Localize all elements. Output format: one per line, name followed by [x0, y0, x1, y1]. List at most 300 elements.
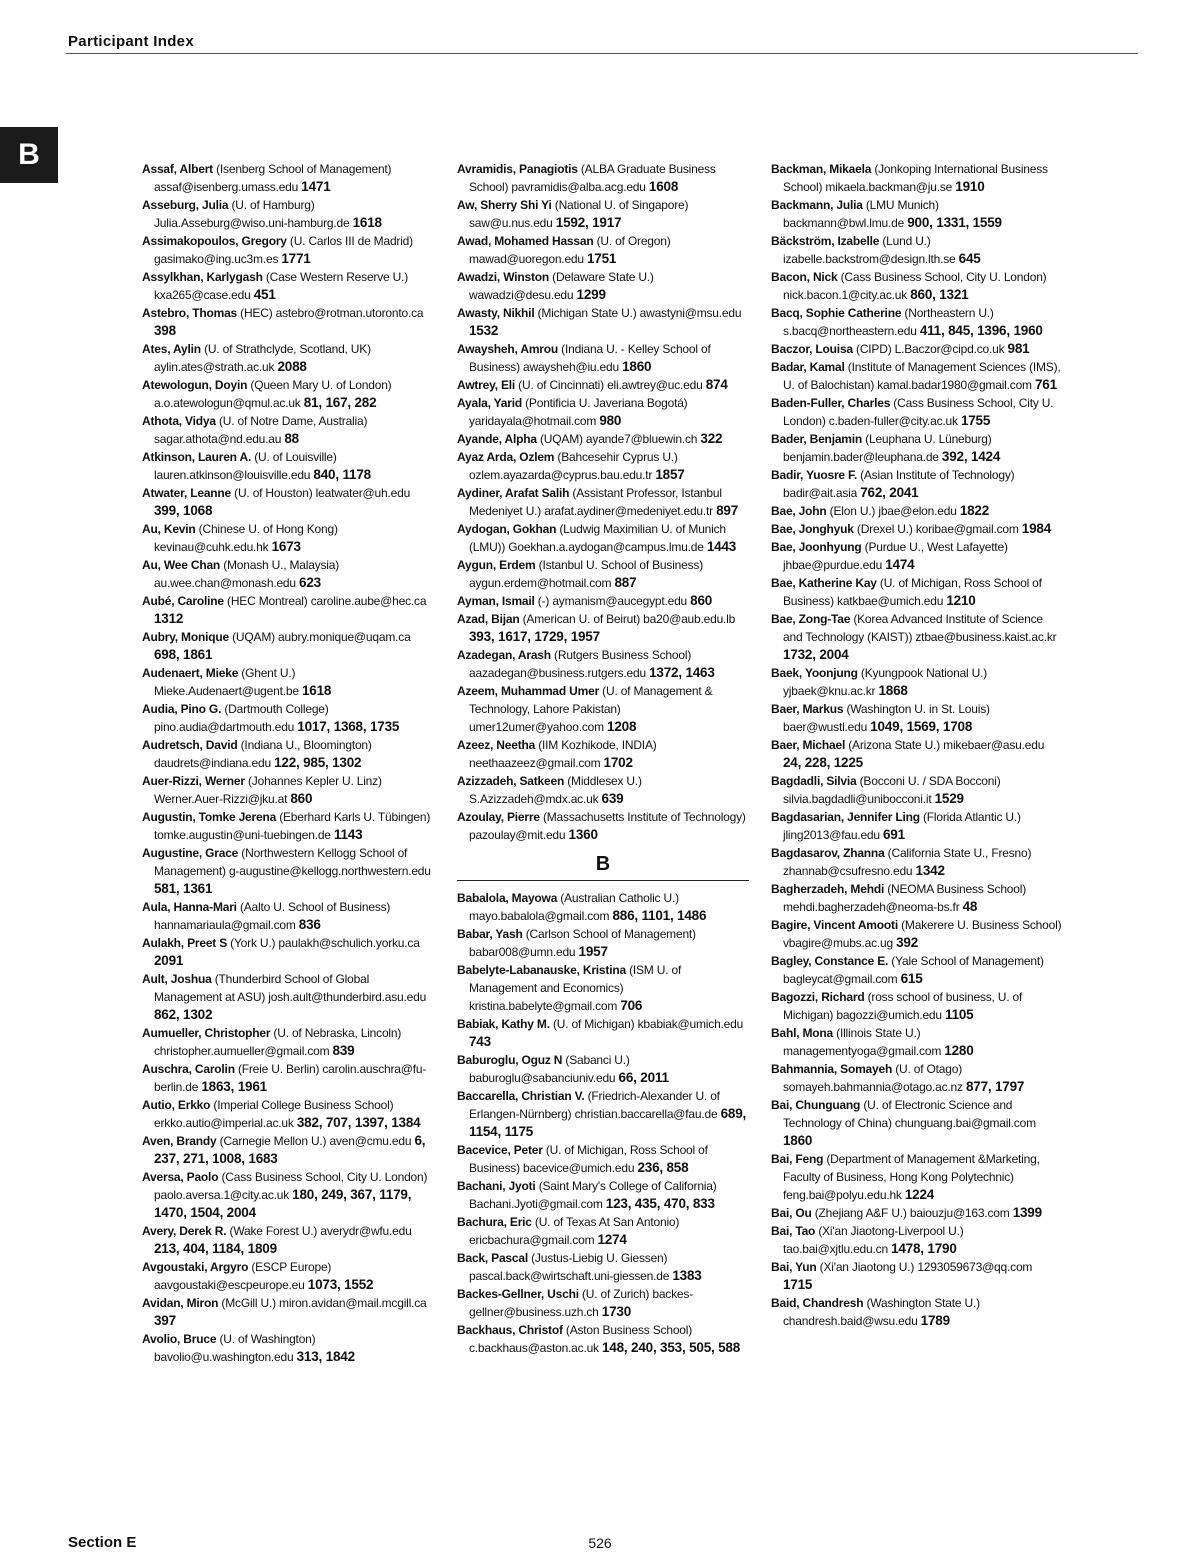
- page-references: 862, 1302: [154, 1007, 213, 1022]
- participant-name: Augustin, Tomke Jerena: [142, 810, 277, 824]
- participant-name: Bachani, Jyoti: [457, 1179, 536, 1193]
- affiliation-email: (U. of Michigan, Ross School of Business) katkbae@umich.edu: [783, 576, 1042, 608]
- index-entry: [142, 1258, 434, 1294]
- affiliation-email: (Ghent U.) Mieke.Audenaert@ugent.be: [154, 666, 302, 698]
- participant-name: Awasty, Nikhil: [457, 306, 535, 320]
- affiliation-email: (Isenberg School of Management) assaf@isenberg.umass.edu: [154, 162, 392, 194]
- participant-name: Bai, Yun: [771, 1260, 817, 1274]
- participant-name: Audia, Pino G.: [142, 702, 222, 716]
- index-entry: [771, 1294, 1063, 1330]
- page-references: 839: [332, 1043, 355, 1058]
- page-references: 66, 2011: [618, 1070, 669, 1085]
- affiliation-email: (U. of Louisville) lauren.atkinson@louisville.edu: [154, 450, 337, 482]
- page-references: 877, 1797: [965, 1079, 1025, 1094]
- affiliation-email: (Sabanci U.) baburoglu@sabanciuniv.edu: [469, 1053, 630, 1085]
- index-column-2: [457, 160, 749, 1357]
- page-references: 1984: [1021, 521, 1052, 536]
- participant-name: Awad, Mohamed Hassan: [457, 234, 594, 248]
- affiliation-email: (Freie U. Berlin) carolin.auschra@fu-berlin.de: [154, 1062, 427, 1094]
- affiliation-email: (Cass Business School, City U. London) c.baden-fuller@city.ac.uk: [783, 396, 1054, 428]
- page-references: 1105: [945, 1007, 974, 1022]
- index-entry: [771, 844, 1063, 880]
- participant-name: Ault, Joshua: [142, 972, 212, 986]
- index-entry: [142, 1168, 434, 1222]
- affiliation-email: (Ludwig Maximilian U. of Munich (LMU)) Goekhan.a.aydogan@campus.lmu.de: [469, 522, 726, 554]
- affiliation-email: (Michigan State U.) awastyni@msu.edu: [534, 306, 742, 320]
- index-entry: [457, 304, 749, 340]
- page-references: 1210: [946, 593, 976, 608]
- affiliation-email: (U. of Hamburg) Julia.Asseburg@wiso.uni-hamburg.de: [154, 198, 353, 230]
- participant-name: Babiak, Kathy M.: [457, 1017, 550, 1031]
- index-entry: [142, 934, 434, 970]
- affiliation-email: (U. of Notre Dame, Australia) sagar.athota@nd.edu.au: [154, 414, 368, 446]
- affiliation-email: (U. of Washington) bavolio@u.washington.edu: [154, 1332, 316, 1364]
- page-references: 1822: [959, 503, 990, 518]
- participant-name: Bae, Joonhyung: [771, 540, 862, 554]
- index-entry: [457, 1141, 749, 1177]
- index-entry: [142, 592, 434, 628]
- index-entry: [771, 1060, 1063, 1096]
- index-entry: [457, 1285, 749, 1321]
- page-references: 1592, 1917: [555, 215, 622, 230]
- page-references: 1529: [934, 791, 964, 806]
- participant-name: Backman, Mikaela: [771, 162, 872, 176]
- participant-name: Aygun, Erdem: [457, 558, 536, 572]
- page-references: 81, 167, 282: [303, 395, 377, 410]
- affiliation-email: (Wake Forest U.) averydr@wfu.edu: [226, 1224, 412, 1238]
- affiliation-email: (Queen Mary U. of London) a.o.atewologun@qmul.ac.uk: [154, 378, 392, 410]
- participant-name: Baer, Markus: [771, 702, 844, 716]
- index-entry: [142, 268, 434, 304]
- page-references: 698, 1861: [154, 647, 213, 662]
- index-entry: [457, 1321, 749, 1357]
- index-entry: [457, 160, 749, 196]
- participant-name: Bagdadli, Silvia: [771, 774, 857, 788]
- page-references: 1208: [607, 719, 637, 734]
- affiliation-email: (Johannes Kepler U. Linz) Werner.Auer-Rizzi@jku.at: [154, 774, 382, 806]
- index-entry: [457, 961, 749, 1015]
- page-references: 1751: [587, 251, 617, 266]
- index-entry: [771, 268, 1063, 304]
- affiliation-email: (LMU Munich) backmann@bwl.lmu.de: [783, 198, 939, 230]
- page-references: 411, 845, 1396, 1960: [919, 323, 1043, 338]
- page-references: 122, 985, 1302: [274, 755, 362, 770]
- letter-section-divider: [457, 850, 749, 881]
- page-references: 1299: [576, 287, 606, 302]
- participant-name: Baczor, Louisa: [771, 342, 853, 356]
- participant-name: Babar, Yash: [457, 927, 523, 941]
- index-entry: [142, 556, 434, 592]
- participant-name: Avidan, Miron: [142, 1296, 219, 1310]
- page-references: 1608: [648, 179, 679, 194]
- page-references: 393, 1617, 1729, 1957: [469, 629, 600, 644]
- participant-name: Atewologun, Doyin: [142, 378, 248, 392]
- affiliation-email: (Illinois State U.) managementyoga@gmail.com: [783, 1026, 945, 1058]
- affiliation-email: (Australian Catholic U.) mayo.babalola@gmail.com: [469, 891, 679, 923]
- affiliation-email: (Drexel U.) koribae@gmail.com: [853, 522, 1022, 536]
- page-references: 2088: [277, 359, 307, 374]
- participant-name: Backhaus, Christof: [457, 1323, 563, 1337]
- page-references: 213, 404, 1184, 1809: [154, 1241, 277, 1256]
- affiliation-email: (NEOMA Business School) mehdi.bagherzadeh@neoma-bs.fr: [783, 882, 1027, 914]
- affiliation-email: (Istanbul U. School of Business) aygun.erdem@hotmail.com: [469, 558, 703, 590]
- index-entry: [457, 1087, 749, 1141]
- participant-name: Baccarella, Christian V.: [457, 1089, 585, 1103]
- participant-name: Azad, Bijan: [457, 612, 520, 626]
- page-references: 148, 240, 353, 505, 588: [602, 1340, 741, 1355]
- page-references: 392, 1424: [941, 449, 1001, 464]
- page-header-title: Participant Index: [68, 33, 194, 50]
- participant-name: Aven, Brandy: [142, 1134, 217, 1148]
- index-entry: [142, 196, 434, 232]
- participant-name: Avgoustaki, Argyro: [142, 1260, 249, 1274]
- participant-name: Bacon, Nick: [771, 270, 838, 284]
- participant-name: Babelyte-Labanauske, Kristina: [457, 963, 626, 977]
- participant-name: Bader, Benjamin: [771, 432, 863, 446]
- index-entry: [771, 1204, 1063, 1222]
- page-references: 639: [601, 791, 624, 806]
- page-references: 1224: [904, 1187, 935, 1202]
- affiliation-email: (Elon U.) jbae@elon.edu: [826, 504, 960, 518]
- affiliation-email: (Purdue U., West Lafayette) jhbae@purdue.edu: [783, 540, 1008, 572]
- index-entry: [142, 1330, 434, 1366]
- affiliation-email: (-) aymanism@aucegypt.edu: [534, 594, 691, 608]
- affiliation-email: (Leuphana U. Lüneburg) benjamin.bader@leuphana.de: [783, 432, 992, 464]
- affiliation-email: (Case Western Reserve U.) kxa265@case.edu: [154, 270, 409, 302]
- participant-name: Bai, Tao: [771, 1224, 816, 1238]
- affiliation-email: (York U.) paulakh@schulich.yorku.ca: [227, 936, 420, 950]
- page-references: 689, 1154, 1175: [469, 1106, 747, 1139]
- page-references: 1860: [783, 1133, 813, 1148]
- index-entry: [142, 412, 434, 448]
- affiliation-email: (U. Carlos III de Madrid) gasimako@ing.uc3m.es: [154, 234, 413, 266]
- affiliation-email: (American U. of Beirut) ba20@aub.edu.lb: [519, 612, 736, 626]
- affiliation-email: (U. of Nebraska, Lincoln) christopher.aumueller@gmail.com: [154, 1026, 402, 1058]
- page-references: 1715: [783, 1277, 813, 1292]
- page-references: 1478, 1790: [891, 1241, 957, 1256]
- page-references: 1910: [955, 179, 985, 194]
- page-references: 897: [716, 503, 739, 518]
- affiliation-email: (U. of Michigan, Ross School of Business) bacevice@umich.edu: [469, 1143, 708, 1175]
- participant-name: Baid, Chandresh: [771, 1296, 864, 1310]
- index-entry: [142, 664, 434, 700]
- affiliation-email: (Bahcesehir Cyprus U.) ozlem.ayazarda@cyprus.bau.edu.tr: [469, 450, 678, 482]
- index-entry: [457, 682, 749, 736]
- page-references: 451: [253, 287, 276, 302]
- affiliation-email: (Bocconi U. / SDA Bocconi) silvia.bagdadli@unibocconi.it: [783, 774, 1001, 806]
- participant-name: Bagherzadeh, Mehdi: [771, 882, 885, 896]
- affiliation-email: (Lund U.) izabelle.backstrom@design.lth.se: [783, 234, 959, 266]
- index-entry: [142, 772, 434, 808]
- page-references: 48: [962, 899, 978, 914]
- page-references: 761: [1034, 377, 1057, 392]
- participant-name: Awtrey, Eli: [457, 378, 516, 392]
- affiliation-email: (U. of Strathclyde, Scotland, UK) aylin.ates@strath.ac.uk: [154, 342, 371, 374]
- index-entry: [457, 889, 749, 925]
- page-references: 1017, 1368, 1735: [297, 719, 400, 734]
- index-entry: [771, 1258, 1063, 1294]
- participant-name: Aulakh, Preet S: [142, 936, 228, 950]
- participant-name: Bagozzi, Richard: [771, 990, 865, 1004]
- page-references: 399, 1068: [154, 503, 213, 518]
- participant-name: Ayaz Arda, Ozlem: [457, 450, 555, 464]
- index-entry: [457, 484, 749, 520]
- participant-name: Babalola, Mayowa: [457, 891, 558, 905]
- index-entry: [457, 430, 749, 448]
- affiliation-email: (California State U., Fresno) zhannab@csufresno.edu: [783, 846, 1032, 878]
- page-references: 1073, 1552: [307, 1277, 374, 1292]
- index-entry: [771, 1150, 1063, 1204]
- page-references: 1618: [301, 683, 332, 698]
- page-references: 887: [614, 575, 637, 590]
- page-references: 900, 1331, 1559: [907, 215, 1002, 230]
- affiliation-email: (Pontificia U. Javeriana Bogotá) yaridayala@hotmail.com: [469, 396, 688, 428]
- index-column-1: [142, 160, 434, 1366]
- page-references: 1863, 1961: [201, 1079, 267, 1094]
- affiliation-email: (U. of Houston) leatwater@uh.edu: [231, 486, 411, 500]
- affiliation-email: (Cass Business School, City U. London) nick.bacon.1@city.ac.uk: [783, 270, 1047, 302]
- affiliation-email: (ESCP Europe) aavgoustaki@escpeurope.eu: [154, 1260, 332, 1292]
- participant-name: Au, Kevin: [142, 522, 196, 536]
- page-references: 1143: [333, 827, 363, 842]
- page-references: 1702: [603, 755, 633, 770]
- page-references: 1274: [597, 1232, 627, 1247]
- index-entry: [457, 394, 749, 430]
- index-entry: [142, 736, 434, 772]
- page-references: 1957: [578, 944, 608, 959]
- affiliation-email: (Massachusetts Institute of Technology) pazoulay@mit.edu: [469, 810, 746, 842]
- affiliation-email: (Makerere U. Business School) vbagire@mubs.ac.ug: [783, 918, 1062, 950]
- affiliation-email: (Xi'an Jiaotong U.) 1293059673@qq.com: [816, 1260, 1033, 1274]
- index-entry: [457, 1213, 749, 1249]
- page-references: 2091: [154, 953, 184, 968]
- participant-name: Baer, Michael: [771, 738, 846, 752]
- page-references: 123, 435, 470, 833: [605, 1196, 715, 1211]
- participant-name: Ayman, Ismail: [457, 594, 535, 608]
- participant-name: Azeem, Muhammad Umer: [457, 684, 600, 698]
- page-references: 1399: [1012, 1205, 1042, 1220]
- participant-name: Bacevice, Peter: [457, 1143, 543, 1157]
- participant-name: Azadegan, Arash: [457, 648, 551, 662]
- participant-name: Azoulay, Pierre: [457, 810, 540, 824]
- affiliation-email: (U. of Cincinnati) eli.awtrey@uc.edu: [515, 378, 706, 392]
- index-entry: [142, 1222, 434, 1258]
- participant-name: Ates, Aylin: [142, 342, 201, 356]
- index-entry: [771, 520, 1063, 538]
- page-references: 1860: [622, 359, 652, 374]
- page-references: 1755: [960, 413, 991, 428]
- page-references: 1618: [352, 215, 382, 230]
- page-references: 313, 1842: [296, 1349, 355, 1364]
- affiliation-email: (Jonkoping International Business School) mikaela.backman@ju.se: [783, 162, 1048, 194]
- participant-name: Bacq, Sophie Catherine: [771, 306, 902, 320]
- page-references: 836: [298, 917, 321, 932]
- participant-name: Baek, Yoonjung: [771, 666, 858, 680]
- affiliation-email: (Middlesex U.) S.Azizzadeh@mdx.ac.uk: [469, 774, 642, 806]
- affiliation-email: (Indiana U., Bloomington) daudrets@indiana.edu: [154, 738, 372, 770]
- affiliation-email: (Imperial College Business School) erkko.autio@imperial.ac.uk: [154, 1098, 394, 1130]
- participant-name: Autio, Erkko: [142, 1098, 211, 1112]
- participant-name: Auer-Rizzi, Werner: [142, 774, 245, 788]
- page-references: 1360: [568, 827, 598, 842]
- affiliation-email: (Saint Mary's College of California) Bachani.Jyoti@gmail.com: [469, 1179, 717, 1211]
- participant-name: Aubé, Caroline: [142, 594, 224, 608]
- affiliation-email: (Indiana U. - Kelley School of Business) awaysheh@iu.edu: [469, 342, 711, 374]
- page-references: 1532: [469, 323, 499, 338]
- index-entry: [771, 664, 1063, 700]
- index-entry: [771, 538, 1063, 574]
- index-entry: [771, 196, 1063, 232]
- page-references: 180, 249, 367, 1179, 1470, 1504, 2004: [154, 1187, 412, 1220]
- index-entry: [771, 430, 1063, 466]
- affiliation-email: (Aalto U. School of Business) hannamariaula@gmail.com: [154, 900, 391, 932]
- participant-name: Avolio, Bruce: [142, 1332, 217, 1346]
- participant-name: Aubry, Monique: [142, 630, 229, 644]
- index-entry: [457, 1051, 749, 1087]
- index-entry: [771, 466, 1063, 502]
- page-references: 6, 237, 271, 1008, 1683: [154, 1133, 426, 1166]
- index-entry: [457, 556, 749, 592]
- participant-name: Bae, Katherine Kay: [771, 576, 877, 590]
- index-entry: [771, 358, 1063, 394]
- participant-name: Bahmannia, Somayeh: [771, 1062, 893, 1076]
- page-references: 392: [896, 935, 919, 950]
- index-entry: [771, 1222, 1063, 1258]
- index-entry: [771, 916, 1063, 952]
- participant-name: Avramidis, Panagiotis: [457, 162, 578, 176]
- index-entry: [771, 574, 1063, 610]
- affiliation-email: (Rutgers Business School) aazadegan@business.rutgers.edu: [469, 648, 692, 680]
- page-references: 1730: [601, 1304, 632, 1319]
- page-references: 1312: [154, 611, 184, 626]
- affiliation-email: (Florida Atlantic U.) jling2013@fau.edu: [783, 810, 1021, 842]
- page-references: 840, 1178: [313, 467, 371, 482]
- page-references: 860, 1321: [910, 287, 969, 302]
- participant-name: Auschra, Carolin: [142, 1062, 235, 1076]
- participant-name: Bachura, Eric: [457, 1215, 532, 1229]
- affiliation-email: (Arizona State U.) mikebaer@asu.edu: [845, 738, 1045, 752]
- index-entry: [142, 970, 434, 1024]
- affiliation-email: (Carnegie Mellon U.) aven@cmu.edu: [216, 1134, 415, 1148]
- affiliation-email: (Cass Business School, City U. London) paolo.aversa.1@city.ac.uk: [154, 1170, 428, 1202]
- page-references: 623: [299, 575, 321, 590]
- affiliation-email: (Aston Business School) c.backhaus@aston.ac.uk: [469, 1323, 693, 1355]
- participant-name: Audretsch, David: [142, 738, 238, 752]
- participant-name: Aydiner, Arafat Salih: [457, 486, 570, 500]
- index-entry: [142, 340, 434, 376]
- participant-name: Bae, John: [771, 504, 827, 518]
- page-references: 1383: [672, 1268, 702, 1283]
- participant-name: Bae, Jonghyuk: [771, 522, 854, 536]
- page-references: 645: [958, 251, 981, 266]
- participant-name: Azizzadeh, Satkeen: [457, 774, 565, 788]
- index-entry: [457, 592, 749, 610]
- participant-name: Bae, Zong-Tae: [771, 612, 851, 626]
- page-references: 236, 858: [637, 1160, 689, 1175]
- affiliation-email: (McGill U.) miron.avidan@mail.mcgill.ca: [218, 1296, 427, 1310]
- footer-section-label: Section E: [68, 1534, 137, 1551]
- participant-name: Backes-Gellner, Uschi: [457, 1287, 579, 1301]
- affiliation-email: (U. of Electronic Science and Technology of China) chunguang.bai@gmail.com: [783, 1098, 1036, 1130]
- index-entry: [457, 520, 749, 556]
- affiliation-email: (ALBA Graduate Business School) pavramidis@alba.acg.edu: [469, 162, 716, 194]
- page-references: 1673: [271, 539, 301, 554]
- affiliation-email: (HEC) astebro@rotman.utoronto.ca: [237, 306, 424, 320]
- page-references: 615: [900, 971, 923, 986]
- index-entry: [457, 610, 749, 646]
- affiliation-email: (U. of Management & Technology, Lahore Pakistan) umer12umer@yahoo.com: [469, 684, 713, 734]
- index-entry: [457, 646, 749, 682]
- affiliation-email: (Chinese U. of Hong Kong) kevinau@cuhk.edu.hk: [154, 522, 338, 554]
- index-entry: [457, 1249, 749, 1285]
- index-entry: [142, 844, 434, 898]
- affiliation-email: (Assistant Professor, Istanbul Medeniyet U.) arafat.aydiner@medeniyet.edu.tr: [469, 486, 722, 518]
- index-entry: [142, 1294, 434, 1330]
- affiliation-email: (U. of Texas At San Antonio) ericbachura@gmail.com: [469, 1215, 680, 1247]
- participant-name: Bagire, Vincent Amooti: [771, 918, 898, 932]
- page-references: 1280: [944, 1043, 974, 1058]
- index-entry: [457, 1177, 749, 1213]
- page-references: 1342: [915, 863, 945, 878]
- page-references: 981: [1007, 341, 1030, 356]
- participant-name: Augustine, Grace: [142, 846, 239, 860]
- participant-name: Aydogan, Gokhan: [457, 522, 557, 536]
- index-entry: [771, 304, 1063, 340]
- participant-name: Bahl, Mona: [771, 1026, 834, 1040]
- page-references: 1868: [878, 683, 908, 698]
- index-entry: [771, 340, 1063, 358]
- affiliation-email: (Xi'an Jiaotong-Liverpool U.) tao.bai@xjtlu.edu.cn: [783, 1224, 964, 1256]
- index-entry: [142, 700, 434, 736]
- participant-name: Assylkhan, Karlygash: [142, 270, 263, 284]
- index-entry: [771, 808, 1063, 844]
- page-references: 860: [690, 593, 713, 608]
- affiliation-email: (Dartmouth College) pino.audia@dartmouth.edu: [154, 702, 329, 734]
- affiliation-email: (Institute of Management Sciences (IMS), U. of Balochistan) kamal.badar1980@gmail.com: [783, 360, 1061, 392]
- affiliation-email: (Northeastern U.) s.bacq@northeastern.edu: [783, 306, 994, 338]
- index-column-3: [771, 160, 1063, 1330]
- participant-name: Badar, Kamal: [771, 360, 845, 374]
- participant-name: Ayala, Yarid: [457, 396, 522, 410]
- affiliation-email: (UQAM) ayande7@bluewin.ch: [536, 432, 701, 446]
- affiliation-email: (ross school of business, U. of Michigan) bagozzi@umich.edu: [783, 990, 1023, 1022]
- index-entry: [457, 736, 749, 772]
- affiliation-email: (U. of Otago) somayeh.bahmannia@otago.ac.nz: [783, 1062, 966, 1094]
- page-references: 1771: [281, 251, 311, 266]
- participant-name: Back, Pascal: [457, 1251, 528, 1265]
- affiliation-email: (U. of Oregon) mawad@uoregon.edu: [469, 234, 671, 266]
- index-entry: [771, 610, 1063, 664]
- section-letter-tab: B: [0, 127, 58, 183]
- participant-name: Badir, Yuosre F.: [771, 468, 857, 482]
- page-references: 706: [620, 998, 643, 1013]
- participant-name: Assaf, Albert: [142, 162, 213, 176]
- index-entry: [771, 988, 1063, 1024]
- footer-page-number: 526: [588, 1535, 612, 1551]
- index-entry: [771, 232, 1063, 268]
- page-references: 88: [284, 431, 299, 446]
- participant-name: Aversa, Paolo: [142, 1170, 219, 1184]
- index-entry: [457, 196, 749, 232]
- page-references: 1372, 1463: [649, 665, 715, 680]
- participant-name: Baburoglu, Oguz N: [457, 1053, 563, 1067]
- affiliation-email: (Zhejiang A&F U.) baiouzju@163.com: [811, 1206, 1013, 1220]
- affiliation-email: (HEC Montreal) caroline.aube@hec.ca: [223, 594, 427, 608]
- participant-name: Assimakopoulos, Gregory: [142, 234, 287, 248]
- page-references: 1789: [920, 1313, 950, 1328]
- affiliation-email: (Thunderbird School of Global Management at ASU) josh.ault@thunderbird.asu.edu: [154, 972, 427, 1004]
- index-entry: [771, 394, 1063, 430]
